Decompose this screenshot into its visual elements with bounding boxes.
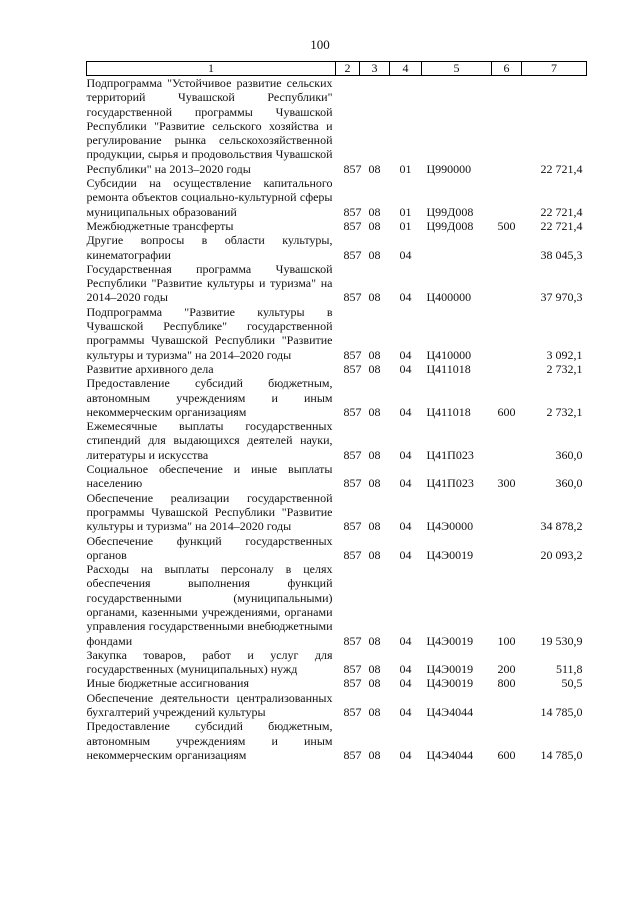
table-row [87,376,587,419]
table-header [87,62,587,76]
expense-type: 500 [497,218,516,233]
amount: 19 530,9 [540,633,583,648]
target-article: Ц4Э0000 [426,519,474,534]
ministry-code: 857 [343,404,362,419]
section-code: 08 [368,361,381,376]
table-row [87,562,587,648]
amount: 37 970,3 [540,290,583,305]
amount: 22 721,4 [540,161,583,176]
row-name: Развитие архивного дела [86,361,214,376]
section-code: 08 [368,662,381,677]
amount: 14 785,0 [540,705,583,720]
amount: 22 721,4 [540,218,583,233]
expense-type: 800 [497,676,516,691]
row-name: Другие вопросы в области культуры, кинематографии [86,233,333,262]
expense-type [492,534,522,563]
ministry-code: 857 [343,547,362,562]
amount: 360,0 [555,476,583,491]
header-col-6: 6 [492,62,522,76]
ministry-code: 857 [343,633,362,648]
section-code: 08 [368,447,381,462]
target-article: Ц410000 [426,347,472,362]
target-article: Ц411018 [426,361,471,376]
subsection-code: 01 [399,204,412,219]
table-row [87,462,587,491]
target-article [422,233,492,262]
subsection-code: 04 [399,361,412,376]
subsection-code: 04 [399,676,412,691]
table-row [87,648,587,677]
target-article: Ц99Д008 [426,204,474,219]
table-body [87,76,587,763]
target-article: Ц41П023 [426,447,474,462]
expense-type: 600 [497,747,516,762]
subsection-code: 04 [399,519,412,534]
amount: 38 045,3 [540,247,583,262]
header-col-5: 5 [422,62,492,76]
expense-type: 300 [497,476,516,491]
row-name: Ежемесячные выплаты государственных стипендий для выдающихся деятелей науки, литературы и искусства [86,419,333,462]
expense-type [492,233,522,262]
section-code: 08 [368,747,381,762]
ministry-code: 857 [343,204,362,219]
expense-type [492,262,522,305]
amount: 14 785,0 [540,747,583,762]
expense-type [492,76,522,177]
table-row [87,719,587,762]
subsection-code: 01 [399,218,412,233]
amount: 3 092,1 [546,347,583,362]
ministry-code: 857 [343,705,362,720]
table-row [87,233,587,262]
subsection-code: 04 [399,347,412,362]
section-code: 08 [368,290,381,305]
ministry-code: 857 [343,347,362,362]
row-name: Предоставление субсидий бюджетным, автономным учреждениям и иным некоммерческим организациям [86,719,333,762]
row-name: Предоставление субсидий бюджетным, автономным учреждениям и иным некоммерческим организациям [86,376,333,419]
header-col-3: 3 [360,62,390,76]
row-name: Обеспечение реализации государственной программы Чувашской Республики "Развитие культуры и туризма" на 2014–2020 годы [86,490,333,534]
subsection-code: 04 [399,404,412,419]
ministry-code: 857 [343,447,362,462]
section-code: 08 [368,519,381,534]
table-row [87,219,587,233]
header-row [87,62,587,76]
target-article: Ц4Э0019 [426,676,474,691]
amount: 20 093,2 [540,547,583,562]
ministry-code: 857 [343,161,362,176]
table-row [87,176,587,219]
target-article: Ц411018 [426,404,471,419]
expense-type [492,305,522,362]
target-article: Ц4Э0019 [426,633,474,648]
budget-table [86,61,587,762]
ministry-code: 857 [343,747,362,762]
ministry-code: 857 [343,676,362,691]
header-col-4: 4 [390,62,422,76]
target-article: Ц41П023 [426,476,474,491]
section-code: 08 [368,476,381,491]
ministry-code: 857 [343,519,362,534]
table-row [87,362,587,376]
amount: 2 732,1 [546,361,583,376]
target-article: Ц990000 [426,161,472,176]
row-name: Государственная программа Чувашской Республики "Развитие культуры и туризма" на 2014–2020 годы [86,261,333,305]
table-row [87,691,587,720]
header-col-2: 2 [336,62,360,76]
row-name: Закупка товаров, работ и услуг для государственных (муниципальных) нужд [86,647,333,677]
target-article: Ц4Э0019 [426,547,474,562]
ministry-code: 857 [343,361,362,376]
amount: 511,8 [555,662,583,677]
table-row [87,491,587,534]
target-article: Ц4Э4044 [426,705,474,720]
target-article: Ц4Э4044 [426,747,474,762]
section-code: 08 [368,633,381,648]
section-code: 08 [368,404,381,419]
ministry-code: 857 [343,290,362,305]
subsection-code: 01 [399,161,412,176]
subsection-code: 04 [399,747,412,762]
row-name: Обеспечение деятельности централизованных бухгалтерий учреждений культуры [86,690,333,720]
target-article: Ц4Э0019 [426,662,474,677]
row-name: Межбюджетные трансферты [86,218,234,233]
row-name: Иные бюджетные ассигнования [86,676,249,691]
ministry-code: 857 [343,247,362,262]
amount: 2 732,1 [546,404,583,419]
subsection-code: 04 [399,476,412,491]
header-col-1: 1 [87,62,336,76]
subsection-code: 04 [399,662,412,677]
ministry-code: 857 [343,476,362,491]
subsection-code: 04 [399,705,412,720]
table-row [87,76,587,177]
expense-type: 600 [497,404,516,419]
section-code: 08 [368,218,381,233]
row-name: Обеспечение функций государственных органов [86,533,333,562]
section-code: 08 [368,161,381,176]
row-name: Подпрограмма "Развитие культуры в Чувашской Республике" государственной программы Чувашской Республики "Развитие культуры и туризма" на 2014–2020 годы [86,304,333,362]
page-number: 100 [310,37,330,52]
subsection-code: 04 [399,247,412,262]
ministry-code: 857 [343,218,362,233]
section-code: 08 [368,705,381,720]
table-row [87,262,587,305]
table-row [87,534,587,563]
amount: 50,5 [561,676,583,691]
section-code: 08 [368,247,381,262]
section-code: 08 [368,676,381,691]
amount: 22 721,4 [540,204,583,219]
section-code: 08 [368,204,381,219]
amount: 360,0 [555,447,583,462]
table-row [87,305,587,362]
expense-type: 100 [497,633,516,648]
row-name: Субсидии на осуществление капитального ремонта объектов социально-культурной сферы муниципальных образований [86,176,333,219]
target-article: Ц99Д008 [426,218,474,233]
table-row [87,676,587,690]
expense-type [492,491,522,534]
expense-type [492,419,522,462]
subsection-code: 04 [399,633,412,648]
section-code: 08 [368,547,381,562]
header-col-7: 7 [522,62,587,76]
amount: 34 878,2 [540,519,583,534]
target-article: Ц400000 [426,290,472,305]
ministry-code: 857 [343,662,362,677]
expense-type [492,362,522,376]
subsection-code: 04 [399,290,412,305]
row-name: Социальное обеспечение и иные выплаты населению [86,462,333,491]
row-name: Расходы на выплаты персоналу в целях обеспечения выполнения функций государственными (муниципальными) органами, казенными учреждениями, органами управления государственными внебюджетными фондами [86,562,333,648]
subsection-code: 04 [399,547,412,562]
row-name: Подпрограмма "Устойчивое развитие сельских территорий Чувашской Республики" государственной программы Чувашской Республики "Развитие сельского хозяйства и регулирование рынка сельскохозяйственной продукции, сырья и продовольствия Чувашской Республики" на 2013–2020 годы [86,76,333,176]
subsection-code: 04 [399,447,412,462]
table-row [87,419,587,462]
expense-type [492,176,522,219]
section-code: 08 [368,347,381,362]
expense-type [492,691,522,720]
expense-type: 200 [497,662,516,677]
